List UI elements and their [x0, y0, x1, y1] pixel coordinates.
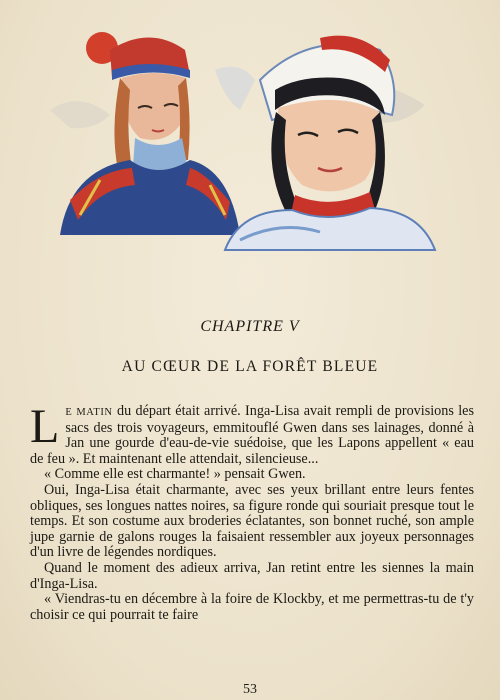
right-girl [225, 36, 435, 250]
paragraph: Quand le moment des adieux arriva, Jan retint entre les siennes la main d'Inga-Lisa. [30, 559, 474, 592]
drop-cap: L [30, 400, 60, 453]
paragraph: « Comme elle est charmante! » pensait Gwen. [44, 466, 306, 483]
page-number: 53 [243, 682, 257, 697]
illustration-two-girls [40, 20, 440, 255]
body-text [30, 400, 474, 623]
left-girl [60, 32, 240, 235]
lead-small-caps: E MATIN [65, 407, 113, 418]
paragraph [30, 400, 474, 467]
paragraph: « Viendras-tu en décembre à la foire de Klockby, et me permettras-tu de t'y choisir ce qui pourrait te faire [30, 591, 474, 623]
paragraph: Oui, Inga-Lisa était charmante, avec ses yeux brillant entre leurs fentes obliques, ses longues nattes noires, sa figure ronde qui souriait presque tout le temps. Et son costume aux broderies éclatantes, son bonnet ruché, son ample jupe garnie de galons rouges la faisaient ressembler aux joyeux personnages d'un livre de légendes nordiques. [30, 481, 474, 561]
chapter-number: CHAPITRE V [200, 318, 300, 335]
chapter-title: AU CŒUR DE LA FORÊT BLEUE [121, 358, 379, 375]
paragraph-text: du départ était arrivé. Inga-Lisa avait rempli de provisions les sacs des trois voyageurs, emmitouflé Gwen dans ses lainages, donné à Jan une gourde d'eau-de-vie suédoise, que les Lapons appellent « eau de feu ». Et maintenant elle attendait, silencieuse... [30, 403, 474, 467]
